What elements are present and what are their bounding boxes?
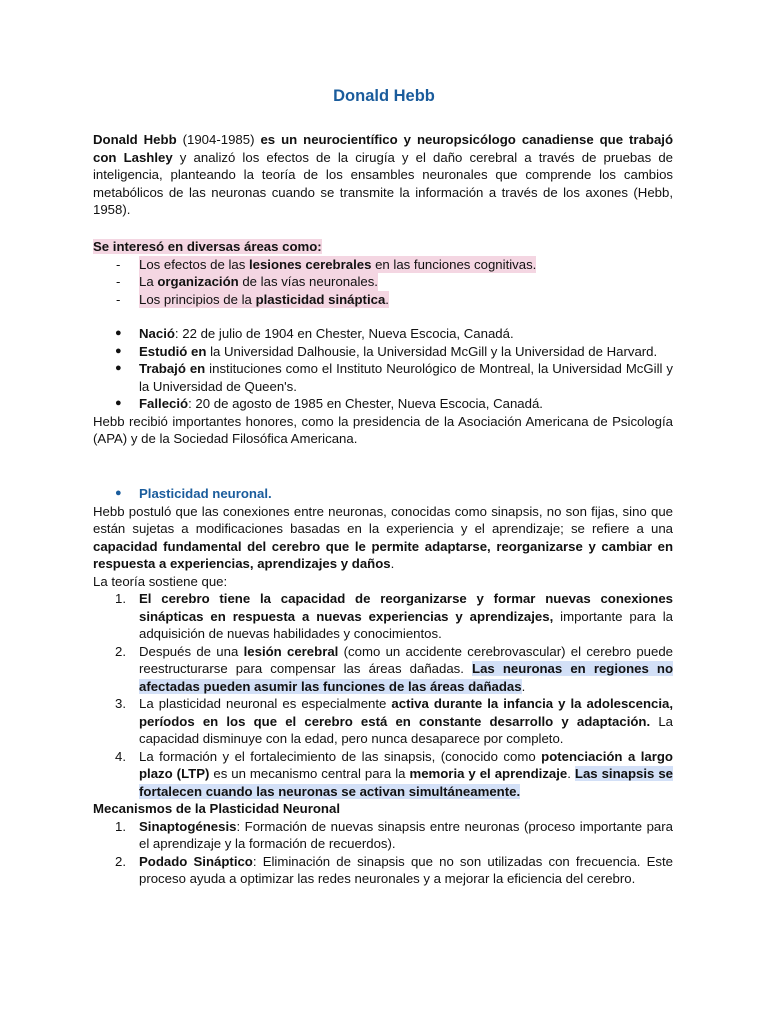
bullet-icon: ● [115,362,122,374]
list-number: 2. [115,643,126,659]
bio-item-label: Nació [139,326,175,341]
theory-point-text [139,695,673,748]
intro-name: Donald Hebb [93,132,177,147]
areas-section [93,238,673,308]
plasticity-heading [93,485,673,503]
plasticity-section [93,485,673,888]
bio-item-label: Estudió en [139,343,207,359]
mechanism-text [139,818,673,853]
theory-bold: potenciación a largo plazo (LTP) [139,748,673,781]
area-item-pre: Los efectos de las [139,256,249,272]
bio-item-text [139,325,673,343]
area-item-bold: lesiones cerebrales [248,256,372,272]
plasticity-para-bold: capacidad fundamental del cerebro que le permite adaptarse, reorganizarse y cambiar en respuesta a experiencias, aprendizajes y daños [93,538,673,571]
bio-item-value: : 22 de julio de 1904 en Chester, Nueva Escocia, Canadá. [174,326,514,341]
theory-text: . [567,766,575,781]
area-item [93,273,673,291]
bullet-icon: ● [115,327,122,339]
mechanism-label: Podado Sináptico [139,853,253,869]
theory-bold: activa durante la infancia y la adolescencia, períodos en los que el cerebro está en constante desarrollo y adaptación. [139,696,673,729]
area-item-text [139,291,389,309]
bio-item [93,325,673,343]
area-item-pre: Los principios de la [139,291,256,307]
mechanism-label: Sinaptogénesis [139,818,237,834]
theory-bold: El cerebro tiene la capacidad de reorganizarse y formar nuevas conexiones sinápticas en respuesta a nuevas experiencias y aprendizajes, [139,591,673,624]
theory-intro: La teoría sostiene que: [93,573,228,589]
intro-rest: y analizó los efectos de la cirugía y el daño cerebral a través de pruebas de inteligencia, planteando la teoría de los ensambles neuronales que comprende los cambios metabólicos de las neuronas cuando se transmite la información a través de los axones (Hebb, 1958). [93,149,673,217]
bio-item-text [139,343,673,361]
plasticity-para-pre: Hebb postuló que las conexiones entre neuronas, conocidas como sinapsis, no son fijas, sino que están sujetas a modificaciones basadas en la experiencia y el aprendizaje; se refiere a una [93,503,673,536]
mechanisms-heading: Mecanismos de la Plasticidad Neuronal [93,801,340,816]
bullet-icon: ● [115,397,122,409]
mechanism-item [93,853,673,888]
theory-text: Después de una [139,643,244,659]
theory-text: es un mecanismo central para la [209,766,410,781]
dash-marker: - [116,256,121,272]
theory-highlight: Las sinapsis se fortalecen cuando las neuronas se activan simultáneamente. [139,766,674,799]
plasticity-para-post: . [390,556,395,571]
theory-bold: memoria y el aprendizaje [409,766,568,781]
theory-text: . [521,678,526,694]
bio-item [93,395,673,413]
intro-years: (1904-1985) [176,132,261,147]
mechanism-text [139,853,673,888]
area-item-post: . [385,291,389,307]
bio-section [93,325,673,448]
bullet-icon: ● [115,344,122,357]
bio-item [93,360,673,395]
theory-point-text [139,643,673,696]
bullet-icon: ● [115,487,122,499]
area-item-text [139,256,536,274]
bio-item [93,343,673,361]
plasticity-heading-text: Plasticidad neuronal. [139,486,272,501]
bio-item-label: Trabajó en [139,361,206,376]
bio-item-value: : 20 de agosto de 1985 en Chester, Nueva Escocia, Canadá. [188,396,543,411]
area-item-pre: La [139,274,158,289]
dash-marker: - [116,291,121,307]
bio-item-value: la Universidad Dalhousie, la Universidad McGill y la Universidad de Harvard. [206,343,658,359]
list-number: 4. [115,748,126,764]
theory-point [93,590,673,643]
theory-text: (como un accidente cerebrovascular) el cerebro puede reestructurarse para compensar las áreas dañadas. [139,643,674,676]
bio-item-text [139,360,673,395]
area-item-bold: plasticidad sináptica [255,291,386,307]
list-number: 3. [115,696,126,711]
theory-point-text [139,590,673,643]
page-title: Donald Hebb [333,87,435,105]
honors-paragraph: Hebb recibió importantes honores, como la presidencia de la Asociación Americana de Psicología (APA) y de la Sociedad Filosófica Americana. [93,413,673,446]
mechanism-item [93,818,673,853]
list-number: 2. [115,853,126,869]
theory-text: La formación y el fortalecimiento de las sinapsis, (conocido como [139,748,542,764]
theory-text: importante para la adquisición de nuevas habilidades y conocimientos. [139,608,673,641]
dash-marker: - [116,274,121,289]
intro-paragraph [93,131,673,219]
area-item-post: en las funciones cognitivas. [371,256,537,272]
theory-point [93,748,673,801]
intro-role: es un neurocientífico y neuropsicólogo canadiense que trabajó con Lashley [93,132,674,165]
area-item-text [139,273,378,291]
area-item-bold: organización [157,274,239,289]
area-item [93,256,673,274]
mechanism-desc: : Eliminación de sinapsis que no son utilizadas con frecuencia. Este proceso ayuda a optimizar las redes neuronales y a mejorar la eficiencia del cerebro. [139,853,673,886]
theory-text: La capacidad disminuye con la edad, pero nunca desaparece por completo. [139,713,673,746]
bio-item-label: Falleció [139,396,189,411]
theory-highlight: Las neuronas en regiones no afectadas pueden asumir las funciones de las áreas dañadas [139,661,674,694]
area-item [93,291,673,309]
theory-point [93,643,673,696]
theory-text: La plasticidad neuronal es especialmente [139,696,392,711]
theory-bold: lesión cerebral [243,643,339,659]
list-number: 1. [115,818,126,834]
list-number: 1. [115,591,126,606]
bio-item-value: instituciones como el Instituto Neurológico de Montreal, la Universidad McGill y la Universidad de Queen's. [139,361,673,394]
areas-heading: Se interesó en diversas áreas como: [93,239,322,254]
theory-point-text [139,748,673,801]
area-item-post: de las vías neuronales. [238,274,378,289]
bio-item-text [139,395,673,413]
mechanism-desc: : Formación de nuevas sinapsis entre neuronas (proceso importante para el aprendizaje y la formación de recuerdos). [139,818,673,851]
plasticity-paragraph [93,503,673,573]
theory-point [93,695,673,748]
